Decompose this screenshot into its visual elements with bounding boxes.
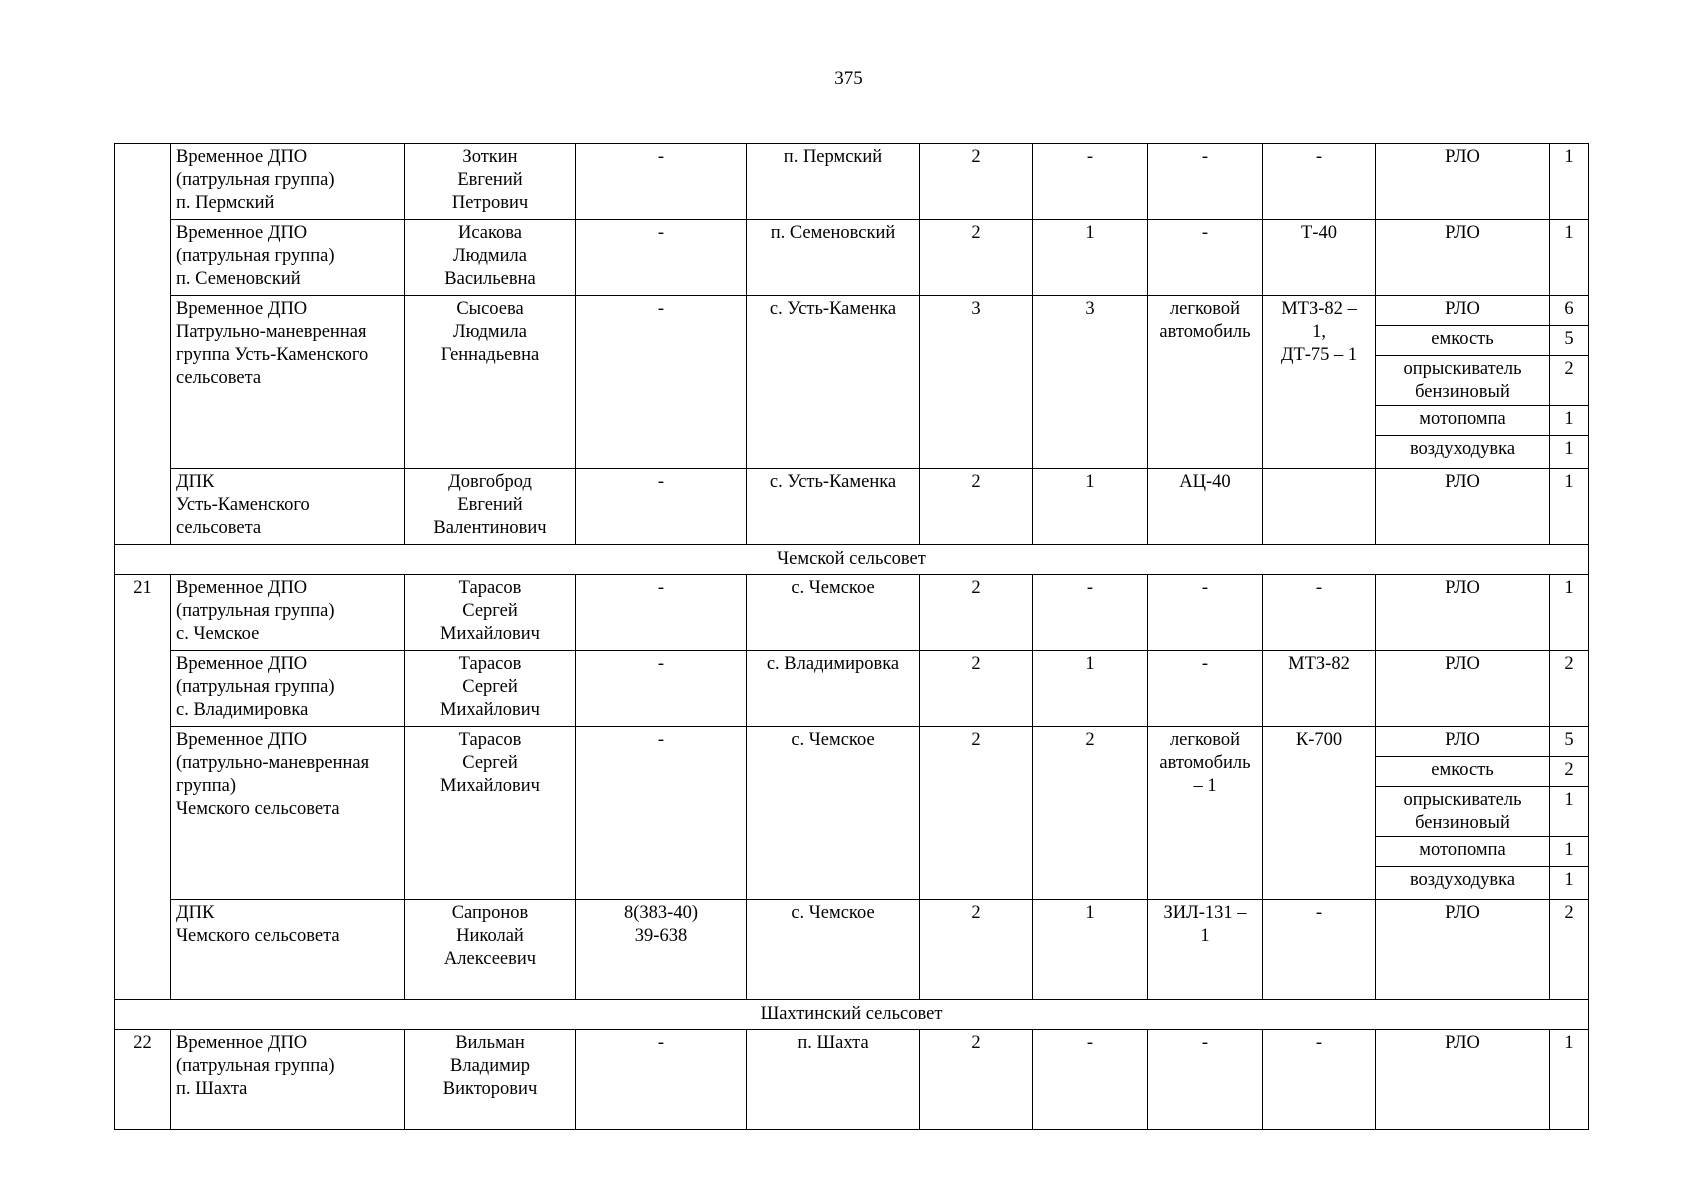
brigade-head: Сысоева Людмила Геннадьевна <box>405 296 576 469</box>
equipment-name: опрыскиватель бензиновый <box>1376 356 1550 406</box>
row-number <box>115 220 171 296</box>
section-title: Шахтинский сельсовет <box>115 1000 1589 1030</box>
equipment-qty: 2 <box>1550 900 1589 1000</box>
equipment-name: РЛО <box>1376 144 1550 220</box>
people-count: 2 <box>920 575 1033 651</box>
tractor <box>1263 469 1376 545</box>
tractor: МТЗ-82 – 1, ДТ-75 – 1 <box>1263 296 1376 469</box>
equipment-name: РЛО <box>1376 1030 1550 1130</box>
phone: - <box>576 1030 747 1130</box>
people-count: 2 <box>920 651 1033 727</box>
table-row <box>115 651 1589 727</box>
column-6: - <box>1033 144 1148 220</box>
equipment-name: РЛО <box>1376 469 1550 545</box>
table-row <box>115 727 1589 757</box>
equipment-qty: 1 <box>1550 787 1589 837</box>
brigade-head: Зоткин Евгений Петрович <box>405 144 576 220</box>
equipment-name: емкость <box>1376 757 1550 787</box>
vehicle: - <box>1148 220 1263 296</box>
tractor: - <box>1263 144 1376 220</box>
equipment-qty: 2 <box>1550 356 1589 406</box>
column-6: 1 <box>1033 900 1148 1000</box>
brigade-name: ДПК Усть-Каменского сельсовета <box>171 469 405 545</box>
brigade-head: Вильман Владимир Викторович <box>405 1030 576 1130</box>
equipment-name: опрыскиватель бензиновый <box>1376 787 1550 837</box>
vehicle: легковой автомобиль <box>1148 296 1263 469</box>
brigade-head: Довгоброд Евгений Валентинович <box>405 469 576 545</box>
column-6: 1 <box>1033 220 1148 296</box>
row-number <box>115 296 171 469</box>
fire-brigades-table <box>114 143 1589 1130</box>
people-count: 2 <box>920 900 1033 1000</box>
row-number: 21 <box>115 575 171 651</box>
phone: - <box>576 469 747 545</box>
vehicle: - <box>1148 144 1263 220</box>
table-row <box>115 575 1589 651</box>
phone: - <box>576 575 747 651</box>
people-count: 2 <box>920 1030 1033 1130</box>
phone: - <box>576 296 747 469</box>
section-title: Чемской сельсовет <box>115 545 1589 575</box>
column-6: 1 <box>1033 651 1148 727</box>
table-row <box>115 296 1589 326</box>
phone: - <box>576 651 747 727</box>
equipment-qty: 2 <box>1550 757 1589 787</box>
equipment-qty: 1 <box>1550 469 1589 545</box>
table-row <box>115 900 1589 1000</box>
brigade-name: Временное ДПО (патрульная группа) п. Семеновский <box>171 220 405 296</box>
column-6: - <box>1033 575 1148 651</box>
equipment-name: РЛО <box>1376 727 1550 757</box>
brigade-name: Временное ДПО (патрульная группа) с. Чемское <box>171 575 405 651</box>
tractor: Т-40 <box>1263 220 1376 296</box>
phone: 8(383-40) 39-638 <box>576 900 747 1000</box>
equipment-name: РЛО <box>1376 651 1550 727</box>
row-number <box>115 651 171 727</box>
equipment-name: мотопомпа <box>1376 837 1550 867</box>
brigade-head: Сапронов Николай Алексеевич <box>405 900 576 1000</box>
section-row <box>115 1000 1589 1030</box>
phone: - <box>576 220 747 296</box>
equipment-name: РЛО <box>1376 900 1550 1000</box>
row-number <box>115 469 171 545</box>
table-row <box>115 144 1589 220</box>
equipment-name: воздуходувка <box>1376 436 1550 469</box>
brigade-name: Временное ДПО (патрульно-маневренная группа) Чемского сельсовета <box>171 727 405 900</box>
row-number: 22 <box>115 1030 171 1130</box>
vehicle: АЦ-40 <box>1148 469 1263 545</box>
table-row <box>115 469 1589 545</box>
settlement: с. Усть-Каменка <box>747 296 920 469</box>
brigade-name: Временное ДПО (патрульная группа) п. Шахта <box>171 1030 405 1130</box>
row-number <box>115 900 171 1000</box>
brigade-name: Временное ДПО Патрульно-маневренная группа Усть-Каменского сельсовета <box>171 296 405 469</box>
row-number <box>115 144 171 220</box>
equipment-name: воздуходувка <box>1376 867 1550 900</box>
table-row <box>115 220 1589 296</box>
people-count: 2 <box>920 727 1033 900</box>
settlement: с. Чемское <box>747 727 920 900</box>
equipment-name: емкость <box>1376 326 1550 356</box>
equipment-qty: 1 <box>1550 406 1589 436</box>
equipment-name: РЛО <box>1376 296 1550 326</box>
equipment-qty: 5 <box>1550 326 1589 356</box>
settlement: с. Чемское <box>747 900 920 1000</box>
brigade-head: Тарасов Сергей Михайлович <box>405 651 576 727</box>
equipment-qty: 1 <box>1550 575 1589 651</box>
equipment-qty: 6 <box>1550 296 1589 326</box>
vehicle: - <box>1148 575 1263 651</box>
vehicle: - <box>1148 651 1263 727</box>
equipment-qty: 1 <box>1550 837 1589 867</box>
people-count: 2 <box>920 469 1033 545</box>
vehicle: ЗИЛ-131 – 1 <box>1148 900 1263 1000</box>
table-row <box>115 1030 1589 1130</box>
equipment-name: РЛО <box>1376 220 1550 296</box>
equipment-qty: 2 <box>1550 651 1589 727</box>
equipment-qty: 1 <box>1550 220 1589 296</box>
equipment-qty: 1 <box>1550 144 1589 220</box>
tractor: - <box>1263 1030 1376 1130</box>
column-6: 2 <box>1033 727 1148 900</box>
people-count: 3 <box>920 296 1033 469</box>
row-number <box>115 727 171 900</box>
brigade-name: ДПК Чемского сельсовета <box>171 900 405 1000</box>
brigade-head: Тарасов Сергей Михайлович <box>405 727 576 900</box>
tractor: К-700 <box>1263 727 1376 900</box>
brigade-head: Исакова Людмила Васильевна <box>405 220 576 296</box>
tractor: МТЗ-82 <box>1263 651 1376 727</box>
people-count: 2 <box>920 144 1033 220</box>
brigade-name: Временное ДПО (патрульная группа) с. Владимировка <box>171 651 405 727</box>
equipment-qty: 1 <box>1550 1030 1589 1130</box>
brigade-head: Тарасов Сергей Михайлович <box>405 575 576 651</box>
column-6: 3 <box>1033 296 1148 469</box>
settlement: с. Усть-Каменка <box>747 469 920 545</box>
people-count: 2 <box>920 220 1033 296</box>
page-number: 375 <box>834 68 863 89</box>
equipment-qty: 1 <box>1550 436 1589 469</box>
column-6: - <box>1033 1030 1148 1130</box>
vehicle: - <box>1148 1030 1263 1130</box>
equipment-name: РЛО <box>1376 575 1550 651</box>
equipment-name: мотопомпа <box>1376 406 1550 436</box>
column-6: 1 <box>1033 469 1148 545</box>
phone: - <box>576 144 747 220</box>
settlement: с. Владимировка <box>747 651 920 727</box>
brigade-name: Временное ДПО (патрульная группа) п. Пермский <box>171 144 405 220</box>
phone: - <box>576 727 747 900</box>
settlement: п. Пермский <box>747 144 920 220</box>
tractor: - <box>1263 900 1376 1000</box>
equipment-qty: 1 <box>1550 867 1589 900</box>
section-row <box>115 545 1589 575</box>
vehicle: легковой автомобиль – 1 <box>1148 727 1263 900</box>
settlement: п. Семеновский <box>747 220 920 296</box>
settlement: п. Шахта <box>747 1030 920 1130</box>
tractor: - <box>1263 575 1376 651</box>
equipment-qty: 5 <box>1550 727 1589 757</box>
settlement: с. Чемское <box>747 575 920 651</box>
